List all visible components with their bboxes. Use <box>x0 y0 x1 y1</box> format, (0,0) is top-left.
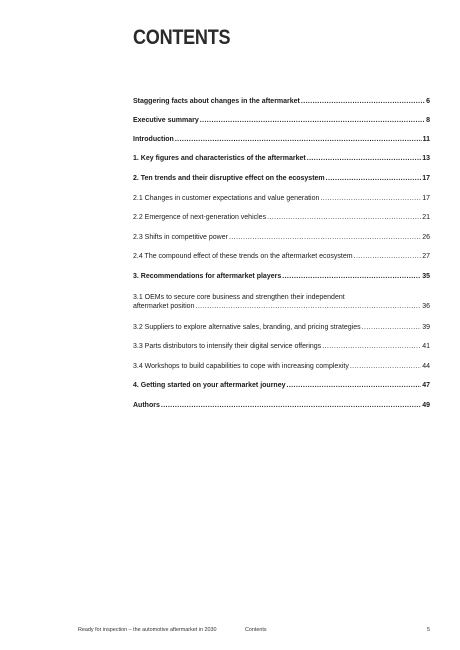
toc-entry[interactable] <box>133 293 430 311</box>
toc-entry-page: 36 <box>422 303 430 310</box>
toc-leader-dots <box>301 97 425 106</box>
toc-entry-page: 13 <box>422 155 430 162</box>
toc-entry-label: 3.4 Workshops to build capabilities to cope with increasing complexity <box>133 363 349 370</box>
toc-leader-dots <box>200 116 425 125</box>
toc-entry-label: 2.3 Shifts in competitive power <box>133 234 228 241</box>
toc-entry[interactable] <box>133 154 430 163</box>
toc-leader-dots <box>195 302 421 311</box>
footer-section-name: Contents <box>245 627 267 633</box>
footer-document-title: Ready for inspection – the automotive aftermarket in 2030 <box>78 627 217 633</box>
toc-entry-page: 47 <box>422 382 430 389</box>
toc-entry-page: 35 <box>422 273 430 280</box>
toc-leader-dots <box>322 342 421 351</box>
toc-entry-label: 3.3 Parts distributors to intensify their digital service offerings <box>133 343 322 350</box>
toc-entry-label: Introduction <box>133 136 174 143</box>
footer-page-number: 5 <box>427 627 430 633</box>
toc-leader-dots <box>229 233 421 242</box>
toc-entry-label: 1. Key figures and characteristics of the aftermarket <box>133 155 306 162</box>
toc-entry-page: 49 <box>422 402 430 409</box>
toc-entry[interactable] <box>133 252 430 261</box>
toc-entry[interactable] <box>133 97 430 106</box>
page-title: CONTENTS <box>133 26 231 49</box>
toc-leader-dots <box>286 381 421 390</box>
toc-entry[interactable] <box>133 233 430 242</box>
toc-entry[interactable] <box>133 342 430 351</box>
toc-entry[interactable] <box>133 401 430 410</box>
toc-entry-label: 3. Recommendations for aftermarket players <box>133 273 282 280</box>
toc-entry[interactable] <box>133 323 430 332</box>
toc-entry-page: 17 <box>422 195 430 202</box>
toc-entry-page: 8 <box>426 117 430 124</box>
toc-entry-label: Executive summary <box>133 117 199 124</box>
toc-leader-dots <box>350 362 421 371</box>
toc-entry[interactable] <box>133 174 430 183</box>
toc-entry-label: aftermarket position <box>133 303 195 310</box>
toc-leader-dots <box>362 323 422 332</box>
toc-entry-page: 21 <box>422 214 430 221</box>
toc-entry-page: 26 <box>422 234 430 241</box>
toc-entry-label: 2. Ten trends and their disruptive effect on the ecosystem <box>133 175 325 182</box>
toc-entry-label: 2.2 Emergence of next-generation vehicles <box>133 214 267 221</box>
toc-entry-label: Authors <box>133 402 160 409</box>
toc-leader-dots <box>175 135 422 144</box>
toc-entry[interactable] <box>133 213 430 222</box>
toc-entry-label-line1: 3.1 OEMs to secure core business and strengthen their independent <box>133 294 345 301</box>
toc-entry-label: Staggering facts about changes in the aftermarket <box>133 98 300 105</box>
toc-leader-dots <box>326 174 422 183</box>
toc-leader-dots <box>282 272 421 281</box>
toc-entry-label: 4. Getting started on your aftermarket journey <box>133 382 286 389</box>
toc-entry-page: 44 <box>422 363 430 370</box>
toc-leader-dots <box>267 213 421 222</box>
toc-entry[interactable] <box>133 135 430 144</box>
toc-entry[interactable] <box>133 381 430 390</box>
toc-entry-page: 11 <box>422 136 430 143</box>
toc-leader-dots <box>307 154 421 163</box>
toc-entry[interactable] <box>133 194 430 203</box>
toc-entry-label: 2.4 The compound effect of these trends on the aftermarket ecosystem <box>133 253 353 260</box>
toc-entry-page: 39 <box>422 324 430 331</box>
toc-entry-label: 2.1 Changes in customer expectations and value generation <box>133 195 320 202</box>
toc-entry-page: 27 <box>422 253 430 260</box>
toc-entry-label: 3.2 Suppliers to explore alternative sales, branding, and pricing strategies <box>133 324 361 331</box>
toc-leader-dots <box>354 252 422 261</box>
toc-entry[interactable] <box>133 272 430 281</box>
toc-entry-page: 41 <box>422 343 430 350</box>
toc-entry-page: 17 <box>422 175 430 182</box>
toc-leader-dots <box>320 194 421 203</box>
toc-entry-page: 6 <box>426 98 430 105</box>
toc-entry[interactable] <box>133 116 430 125</box>
toc-entry[interactable] <box>133 362 430 371</box>
toc-leader-dots <box>161 401 421 410</box>
